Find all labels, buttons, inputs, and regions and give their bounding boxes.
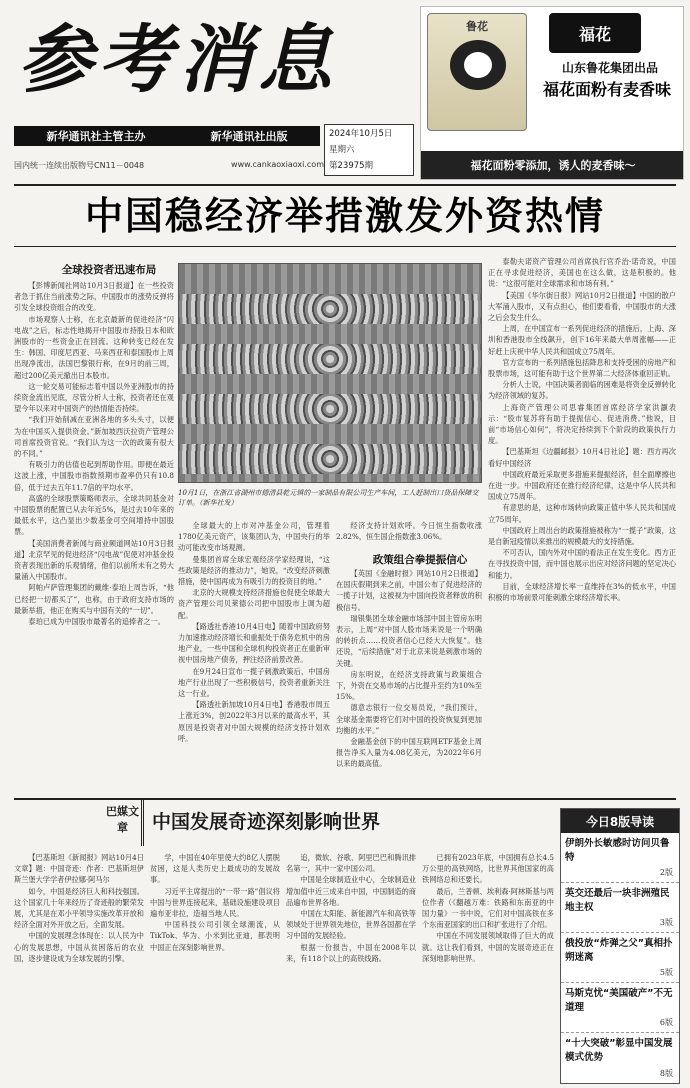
paragraph: 中国的发展理念体现在：以人民为中心的发展思想，中国从贫困落后的农业国，逐步建设成为全球发展的引擎。: [14, 931, 144, 963]
section2-column-3: [286, 852, 416, 1084]
section2-column-4: [422, 852, 554, 1084]
paragraph: 【路透社香港10月4日电】随着中国政府努力加速推动经济增长和重振处于债务危机中的房地产业，一些中国和全球机构投资者正在重新审视中国房地产债务，押注经济前景改善。: [178, 621, 330, 665]
paragraph: 有意思的是，这种市场转向政策正值中华人民共和国成立75周年。: [488, 503, 676, 524]
subhead-policy: 政策组合拳提振信心: [372, 554, 468, 566]
ad-slogan: 福花面粉零添加，诱人的麦香味～: [421, 151, 684, 179]
paragraph: 在9月24日宣布一揽子刺激政策后，中国房地产行业出现了一些积极信号，投资者重新关注这一行业。: [178, 666, 330, 699]
guide-item-page: 8版: [659, 1069, 673, 1078]
factory-photo: [178, 263, 482, 483]
guide-item-title: “十大突破”彰显中国发展模式优势: [565, 1038, 673, 1063]
paragraph: 中国在太阳能、新能源汽车和高铁等领域处于世界领先地位，世界各国都在学习中国的发展经验。: [286, 909, 416, 941]
paragraph: 官方宣布的一系列措施包括降息和支持受困的房地产和股票市场，这可能有助于这个世界第二大经济体重回正轨。: [488, 357, 676, 379]
guide-item-page: 6版: [659, 1018, 673, 1027]
registration-number: 国内统一连续出版物号CN11－0048: [14, 161, 145, 170]
guide-item[interactable]: [561, 1033, 679, 1083]
brand-logo: 福花: [549, 13, 641, 53]
section2-column-2: [150, 852, 280, 1084]
paragraph: 【巴基斯坦《边疆邮报》10月4日社论】题：西方再次看好中国经济: [488, 447, 676, 468]
paragraph: 上海资产管理公司思睿集团首席经济学家洪灝表示：“股市复苏将有助于提振信心、促进消费。”他说，目前“市场信心如何”，将决定持续到下个阶段的政策执行力度。: [488, 402, 676, 446]
today-guide: [560, 808, 680, 1084]
paragraph: 追，微软、谷歌、阿里巴巴和腾讯排名第一，其中一家中国公司。: [286, 853, 416, 874]
guide-item[interactable]: [561, 833, 679, 883]
paragraph: 有吸引力的估值也起到帮助作用。即便在最近这波上涨，中国股市指数预期市盈率仍只有10.8倍，低于过去五年11.7倍的平均水平。: [14, 460, 174, 492]
guide-item-page: 3版: [659, 918, 673, 927]
paragraph: 经济支持计划欢呼。今日恒生指数收涨2.82%，恒生国企指数涨3.06%。: [336, 521, 482, 542]
paragraph: 【美国《华尔街日报》网站10月2日报道】中国的散户大军涌入股市，又有点担心，他们要看看，中国股市的大涨之后会发生什么。: [488, 290, 676, 323]
panda-icon: [450, 40, 506, 90]
paragraph: 高盛的全球股票策略师表示，全球共同基金对中国股票的配置已从去年近5%，是过去10年来的最低水平，这凸显出少数基金可空间增持中国股票。: [14, 493, 174, 537]
guide-item-title: 马斯克忧“美国破产”不无道理: [565, 988, 673, 1013]
date-box: [324, 124, 414, 176]
lead-column-3: [336, 568, 482, 794]
paragraph: 中国是全球制造业中心，全球制造业增加值中近三成来自中国，中国制造的商品遍布世界各地。: [286, 875, 416, 907]
guide-item-title: 伊朗外长敏感时访问贝鲁特: [565, 838, 670, 863]
ad-product-name: 福花面粉有麦香味: [542, 80, 671, 99]
paragraph: 上周，在中国宣布一系列促进经济的措施后，上海、深圳和香港股市全线飙升，创下16年来最大单周涨幅——正好赶上庆祝中华人民共和国成立75周年。: [488, 324, 676, 356]
masthead-title: 参考消息: [18, 17, 338, 103]
paragraph: 中国政府最近采取更多措施来提振经济，但全面摩擦也在进一步。中国政府还在推行经济纪律，这是中华人民共和国成立75周年。: [488, 469, 676, 502]
section2-tag: 巴媒文章: [104, 800, 144, 846]
section2-headline[interactable]: 中国发展奇迹深刻影响世界: [152, 811, 381, 833]
paragraph: 目前，全球经济增长率一直维持在3%的低水平，中国积极的市场前景可能刺激全球经济增长率。: [488, 581, 676, 603]
publisher-bar: [14, 126, 320, 146]
guide-item[interactable]: [561, 933, 679, 983]
paragraph: 【英国《金融时报》网站10月2日报道】在国庆假期到来之前，中国公布了促进经济的一揽子计划，这被视为中国向投资者释放的积极信号。: [336, 569, 482, 612]
paragraph: 不可否认，国内外对中国的看法正在发生变化。西方正在寻找投资中国，而中国也展示出应对经济问题的坚定决心和能力。: [488, 548, 676, 580]
paragraph: “我们开始削减在亚洲各地的多头头寸，以便为在中国买入提供资金。”新加坡西沃拉资产管理公司首席投资官说。“我们认为这一次的政策有很大的不同。”: [14, 415, 174, 459]
subhead-global-investors: 全球投资者迅速布局: [61, 264, 157, 276]
paragraph: 中国在不同发展领域取得了巨大的成就。这让我们看到，中国的发展奇迹正在深刻地影响世界。: [422, 931, 554, 963]
guide-title: 今日8版导读: [561, 809, 679, 833]
paragraph: 分析人士说，中国决策者面临的困难是将资金反弹转化为经济领域的复苏。: [488, 380, 676, 401]
lead-column-2: [178, 520, 330, 794]
flour-bag-image: [427, 13, 527, 131]
publisher-left: 新华通讯社主管主办: [46, 130, 146, 143]
flour-advertisement[interactable]: [420, 6, 684, 180]
guide-item-page: 5版: [659, 968, 673, 977]
registration-line: [14, 160, 324, 171]
lead-column-1: [14, 280, 174, 796]
issue-date: 2024年10月5日: [329, 129, 393, 139]
issue-number: 第23975期: [329, 161, 374, 171]
paragraph: 如今，中国是经济巨人和科技强国。这个国家几十年来经历了奇迹般的繁荣发展，尤其是在邓小平领导实施改革开放和经济全面对外开放之后，全面发展。: [14, 886, 144, 930]
website[interactable]: www.cankaoxiaoxi.com: [231, 160, 324, 169]
paragraph: 【巴基斯坦《新闻报》网站10月4日文章】题：中国奇迹：作者：巴基斯坦伊斯兰堡大学学者伊拉娜·阿马尔: [14, 853, 144, 885]
paragraph: 德意志银行一位交易员说，“我们预计，全球基金需要将它们对中国的投资恢复到更加均衡的水平。”: [336, 703, 482, 735]
lead-column-3-top: [336, 520, 482, 550]
paragraph: 最后，兰普顿、埃利森·阿林斯基与两位作者（《翻越万难：铁路和东南亚的中国力量》一书中说，它们对中国高铁在多个东南亚国家的出口和扩张进行了介绍。: [422, 886, 554, 930]
section2-column-1: [14, 852, 144, 1084]
paragraph: 金融基金创下的中国互联网ETF基金上周报告净买入量为4.08亿美元，为2022年6月以来的最高值。: [336, 737, 482, 769]
lead-headline[interactable]: 中国稳经济举措激发外资热情: [84, 194, 605, 238]
paragraph: 瑞银集团全球金融市场部中国主管房东明表示，上周“对中国人股市场来说是一个明确的转折点……投资者信心已经大大恢复”。他还说，“后续措施”对于北京来说是刺激市场的关键。: [336, 613, 482, 668]
guide-item-title: 俄投放“炸弹之父”真相扑朔迷离: [565, 938, 673, 963]
paragraph: 阿帕卢萨管理集团的戴维·泰珀上周告诉，“他已经把一切都买了”，也称，由于政府支持市场的最新举措，他正在购买与中国有关的“一切”。: [14, 583, 174, 615]
paragraph: 中国政府上周出台的政策措施被称为“一揽子”政策，这是自新冠疫情以来推出的规模最大的支持措施。: [488, 525, 676, 547]
weekday: 星期六: [329, 145, 355, 155]
ad-company: 山东鲁花集团出品: [561, 61, 658, 75]
paragraph: 【美国消费者新闻与商业频道网站10月3日报道】北京罕见的促进经济“闪电战”促使对冲基金投资者表现出新的乐观情绪，他们以前所未有之势大量涌入中国股市。: [14, 538, 174, 582]
paragraph: 根据一份报告，中国在2008年以来，有118个以上的高铁线路。: [286, 942, 416, 963]
paragraph: 泰勒夫诺资产管理公司首席执行官乔治·诺奇说，中国正在寻求促进经济，美国也在这么做，这是积极的。他说：“这很可能对全球需求和市场有利。”: [488, 257, 676, 289]
paragraph: 北京的大规模支持经济措施也促使全球最大资产管理公司贝莱德公司把中国股市上调为超配。: [178, 588, 330, 620]
guide-item[interactable]: [561, 883, 679, 933]
paragraph: 全球最大的上市对冲基金公司，管理着1780亿美元资产，该集团认为，中国央行的举动可能改变市场观测。: [178, 521, 330, 553]
bag-brand-text: 鲁花: [466, 20, 488, 33]
publisher-right: 新华通讯社出版: [210, 130, 288, 143]
guide-item-title: 英交还最后一块非洲殖民地主权: [565, 888, 670, 913]
masthead-rule: [14, 184, 676, 186]
paragraph: 【彭博新闻社网站10月3日报道】在一些投资者急于抓住当前涨势之际，中国股市的涨势反弹将引发全球投资组合的改变。: [14, 281, 174, 313]
paragraph: 中国科技公司引领全球潮流，从TikTok、华为、小米到比亚迪，都表明中国正在深刻影响世界。: [150, 920, 280, 952]
paragraph: 习近平主席提出的“一带一路”倡议将中国与世界连接起来，基础设施建设项目遍布亚非拉，造福当地人民。: [150, 886, 280, 919]
paragraph: 已拥有2023年底，中国拥有总长4.5万公里的高铁网络，比世界其他国家的高铁网络总和还要长。: [422, 853, 554, 885]
paragraph: 这一轮交易可能标志着中国以外亚洲股市的持续资金流出见底，尽管分析人士称，投资者还在观望今年以来对中国资产的热情能否持续。: [14, 381, 174, 414]
paragraph: 市场观察人士称，在北京最新的促进经济“闪电战”之后，标志性地揭开中国股市持股日本和欧洲股市的一些资金正在回流。这种转变已经在发生：韩国、印度尼西亚、马来西亚和泰国股市上周出现净流出，法国巴黎银行称，在9月的前三周，超过200亿美元撤出日本股市。: [14, 314, 174, 380]
paragraph: 【路透社新加坡10月4日电】香港股市周五上涨近3%，创2022年3月以来的最高水平，其原因是投资者对中国大规模的经济支持计划欢呼。: [178, 700, 330, 743]
photo-caption: 10月1日，在浙江省湖州市德清县乾元镇的一家制品有限公司生产车间，工人赶制出口货品保障交订单。（新华社发）: [178, 489, 479, 507]
lead-column-4: [488, 256, 676, 794]
headline-rule: [14, 246, 676, 247]
paragraph: 房东明说，在经济支持政策与政策组合下，外资在交易市场的占比提升至约为10%至15%。: [336, 669, 482, 702]
paragraph: 曼集团首席全球宏观经济学家经理说，“这些政策是经济的推动力”，她说，“改变经济刺激措施，使中国再成为有吸引力的投资目的地。”: [178, 554, 330, 587]
paragraph: 学，中国在40年里使大约8亿人摆脱贫困，这是人类历史上最成功的发展故事。: [150, 853, 280, 885]
guide-item[interactable]: [561, 983, 679, 1033]
paragraph: 泰珀已成为中国股市最著名的追捧者之一。: [28, 617, 165, 627]
guide-item-page: 2版: [659, 868, 673, 877]
